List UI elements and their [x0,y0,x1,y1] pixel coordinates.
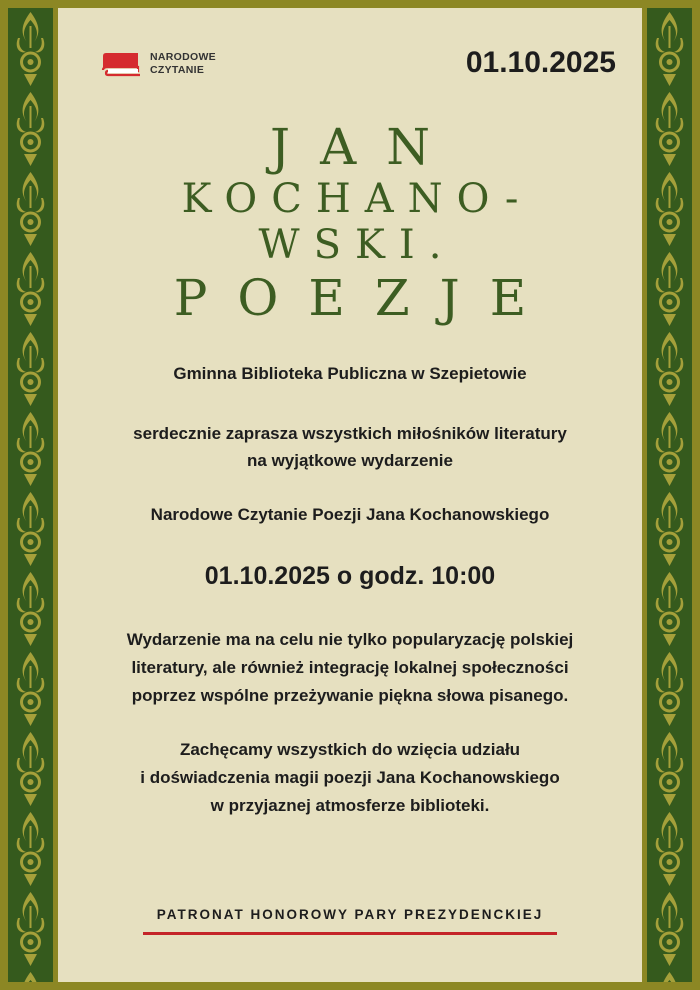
title-line-2: KOCHANO- [181,176,533,222]
floral-ornament-icon [8,8,53,982]
poster-title [60,118,640,328]
event-name: Narodowe Czytanie Poezji Jana Kochanowskiego [150,505,550,524]
floral-ornament-icon [647,8,692,982]
closing-line-2: i doświadczenia magii poezji Jana Kochanowskiego [140,768,560,787]
logo-line-2: CZYTANIE [150,64,205,76]
ornamental-border-right [647,8,692,982]
description-line-2: literatury, ale również integrację lokalnej społeczności [131,658,569,677]
closing-invitation [70,736,630,820]
organizer: Gminna Biblioteka Publiczna w Szepietowie [173,364,527,383]
logo-line-1: NARODOWE [150,51,216,63]
header-date: 01.10.2025 [465,46,616,79]
honorary-patronage: PATRONAT HONOROWY PARY PREZYDENCKIEJ [156,907,544,922]
ornamental-border-left [8,8,53,982]
title-line-4: POEZJE [173,269,557,327]
invitation [70,420,630,474]
description-line-3: poprzez wspólne przeżywanie piękna słowa pisanego. [131,686,569,705]
event-description [70,626,630,710]
invitation-line-1: serdecznie zaprasza wszystkich miłośników literatury [133,424,567,443]
book-icon [100,50,142,78]
title-line-1: JAN [270,118,460,176]
closing-line-1: Zachęcamy wszystkich do wzięcia udziału [179,740,521,759]
narodowe-czytanie-logo [100,50,216,78]
description-line-1: Wydarzenie ma na celu nie tylko popularyzację polskiej [126,630,574,649]
title-line-3: WSKI. [258,222,456,268]
invitation-line-2: na wyjątkowe wydarzenie [247,451,453,470]
closing-line-3: w przyjaznej atmosferze biblioteki. [210,796,490,815]
red-divider [143,932,557,935]
event-datetime: 01.10.2025 o godz. 10:00 [204,562,496,590]
